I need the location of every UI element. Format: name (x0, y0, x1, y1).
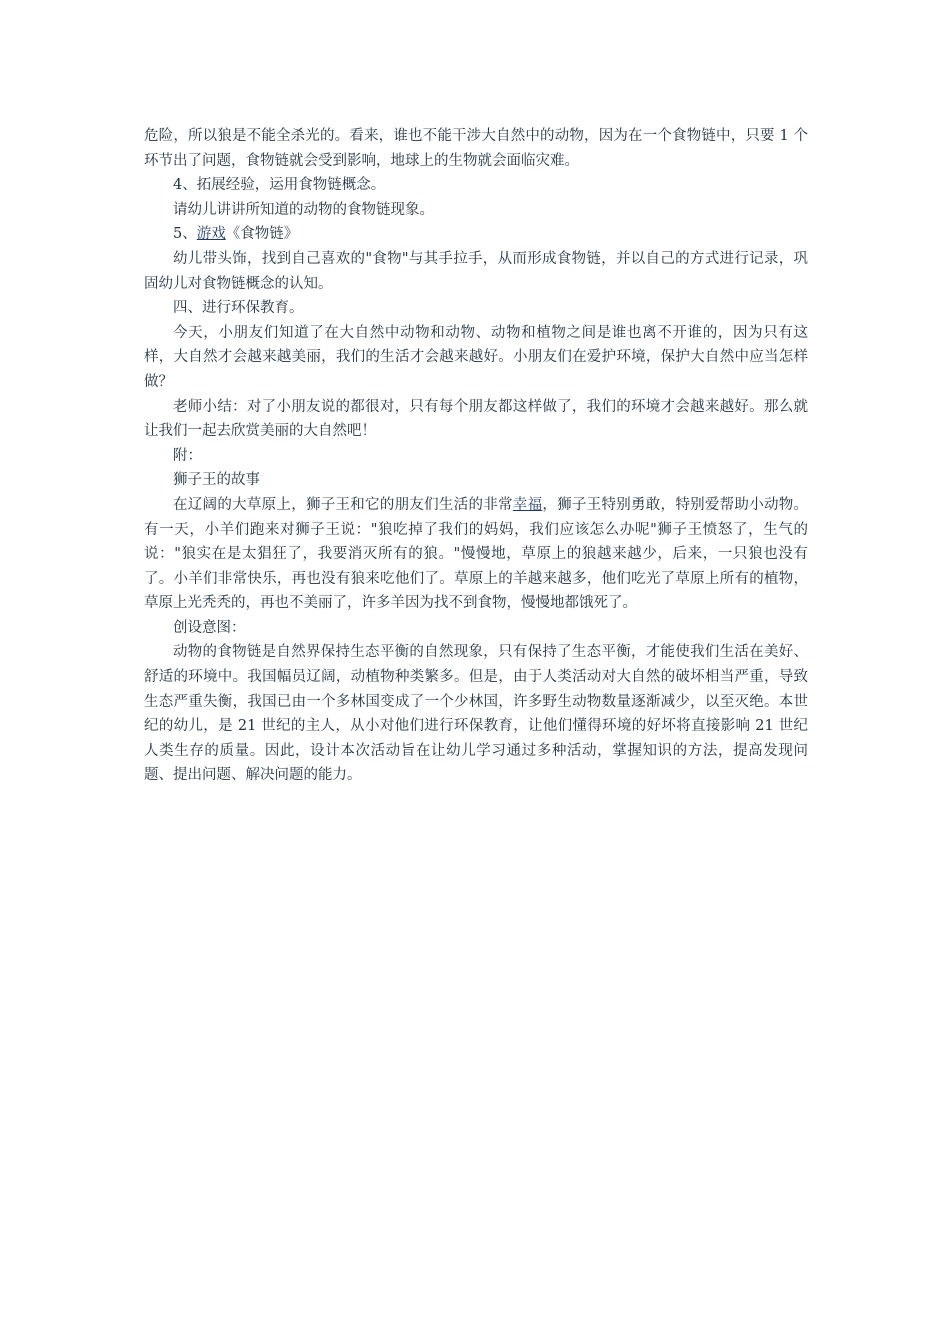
game-link[interactable]: 游戏 (196, 226, 226, 243)
teacher-summary: 老师小结：对了小朋友说的都很对，只有每个朋友都这样做了，我们的环境才会越来越好。那么就让我们一起去欣赏美丽的大自然吧！ (144, 398, 808, 440)
section-4-body: 今天，小朋友们知道了在大自然中动物和动物、动物和植物之间是谁也离不开谁的，因为只有这样，大自然才会越来越美丽，我们的生活才会越来越好。小朋友们在爱护环境，保护大自然中应当怎样做？ (144, 324, 808, 390)
story-body (144, 493, 808, 616)
design-intent-label: 创设意图： (173, 619, 246, 636)
step-5-heading (144, 222, 808, 247)
section-4-heading: 四、进行环保教育。 (173, 300, 304, 317)
appendix-label: 附： (173, 447, 202, 464)
step-5-suffix: 《食物链》 (225, 226, 299, 243)
step-4-body: 请幼儿讲讲所知道的动物的食物链现象。 (173, 201, 434, 218)
story-text-part-2: ，狮子王特别勇敢，特别爱帮助小动物。有一天，小羊们跑来对狮子王说："狼吃掉了我们的妈妈，我们应该怎么办呢"狮子王愤怒了，生气的说："狼实在是太猖狂了，我要消灭所有的狼。"慢慢地，草原上的狼越来越少，后来，一只狼也没有了。小羊们非常快乐，再也没有狼来吃他们了。草原上的羊越来越多，他们吃光了草原上所有的植物，草原上光秃秃的，再也不美丽了，许多羊因为找不到食物，慢慢地都饿死了。 (144, 496, 809, 612)
story-text-part-1: 在辽阔的大草原上，狮子王和它的朋友们生活的非常 (173, 496, 513, 513)
design-intent-body: 动物的食物链是自然界保持生态平衡的自然现象，只有保持了生态平衡，才能使我们生活在美好、舒适的环境中。我国幅员辽阔，动植物种类繁多。但是，由于人类活动对大自然的破坏相当严重，导致生态严重失衡，我国已由一个多林国变成了一个少林国，许多野生动物数量逐渐减少，以至灭绝。本世纪的幼儿，是 21 世纪的主人，从小对他们进行环保教育，让他们懂得环境的好坏将直接影响 21 世纪人类生存的质量。因此，设计本次活动旨在让幼儿学习通过多种活动，掌握知识的方法，提高发现问题、提出问题、解决问题的能力。 (144, 644, 808, 784)
step-5-prefix: 5、 (173, 226, 197, 243)
intro-paragraph: 危险，所以狼是不能全杀光的。看来，谁也不能干涉大自然中的动物，因为在一个食物链中，只要 1 个环节出了问题，食物链就会受到影响，地球上的生物就会面临灾难。 (144, 128, 808, 169)
happiness-link[interactable]: 幸福 (512, 496, 543, 513)
step-5-body: 幼儿带头饰，找到自己喜欢的"食物"与其手拉手，从而形成食物链，并以自己的方式进行记录，巩固幼儿对食物链概念的认知。 (144, 250, 808, 292)
step-4-heading: 4、拓展经验，运用食物链概念。 (173, 177, 386, 194)
story-title: 狮子王的故事 (173, 472, 260, 489)
document-body (144, 124, 808, 788)
